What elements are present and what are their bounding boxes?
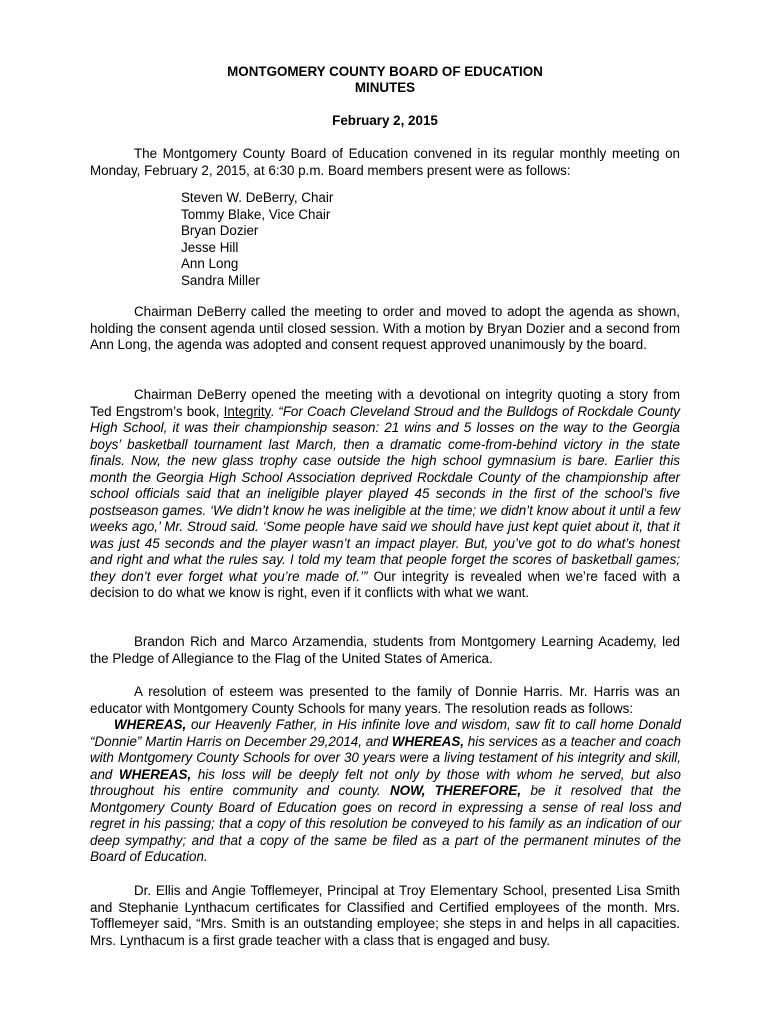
intro-paragraph: The Montgomery County Board of Education convened in its regular monthly meeting on Monday, February 2, 2015, at 6:30 p.m. Board members present were as follows: — [90, 146, 680, 178]
org-heading: MONTGOMERY COUNTY BOARD OF EDUCATION — [227, 64, 543, 79]
devotional-lead: Chairman DeBerry opened the meeting with a devotional on integrity quoting a story from Ted Engstrom’s book, — [90, 387, 680, 419]
whereas-1: WHEREAS, — [114, 717, 187, 732]
resolution-part-1: our Heavenly Father, in His infinite love and wisdom, saw fit to call home Donald “Donnie” Martin Harris on December 29,2014, and — [90, 717, 681, 749]
meeting-date: February 2, 2015 — [332, 113, 438, 128]
pledge-paragraph: Brandon Rich and Marco Arzamendia, students from Montgomery Learning Academy, led the Pledge of Allegiance to the Flag of the United States of America. — [90, 634, 680, 666]
member-item: Bryan Dozier — [181, 223, 259, 238]
whereas-3: WHEREAS, — [119, 766, 192, 782]
devotional-sep: . — [270, 403, 279, 419]
agenda-paragraph: Chairman DeBerry called the meeting to order and moved to adopt the agenda as shown, holding the consent agenda until closed session. With a motion by Bryan Dozier and a second from Ann Long, the agenda was adopted and consent request approved unanimously by the board. — [90, 304, 680, 352]
minutes-heading: MINUTES — [354, 80, 416, 95]
member-item: Jesse Hill — [181, 239, 239, 255]
whereas-2: WHEREAS, — [391, 733, 464, 749]
devotional-tail: Our integrity is revealed when we’re faced with a decision to do what we know is right, even if it conflicts with what we want. — [90, 568, 680, 600]
member-item: Sandra Miller — [181, 272, 260, 288]
resolution-part-4: be it resolved that the Montgomery County Board of Education goes on record in expressing a sense of real loss and regret in his passing; that a copy of this resolution be conveyed to his family as an indication of our deep sympathy; and that a copy of the same be filed as a part of the permanent minutes of the Board of Education. — [90, 783, 681, 864]
certificates-paragraph: Dr. Ellis and Angie Tofflemeyer, Principal at Troy Elementary School, presented Lisa Smith and Stephanie Lynthacum certificates for Classified and Certified employees of the month. Mrs. Tofflemeyer said, “Mrs. Smith is an outstanding employee; she steps in and helps in all capacities. Mrs. Lynthacum is a first grade teacher with a class that is engaged and busy. — [90, 883, 680, 948]
member-item: Steven W. DeBerry, Chair — [181, 190, 334, 205]
resolution-intro: A resolution of esteem was presented to the family of Donnie Harris. Mr. Harris was an educator with Montgomery County Schools for many years. The resolution reads as follows: — [90, 684, 680, 716]
devotional-quote: “For Coach Cleveland Stroud and the Bulldogs of Rockdale County High School, it was their championship season: 21 wins and 5 losses on the way to the Georgia boys’ basketball tournament last March, then a dramatic come-from-behind victory in the state finals. Now, the new glass trophy case outside the high school gymnasium is bare. Earlier this month the Georgia High School Association deprived Rockdale County of the championship after school officials said that an ineligible player played 45 seconds in the first of the school’s five postseason games. ‘We didn’t know he was ineligible at the time; we didn’t know about it until a few weeks ago,’ Mr. Stroud said. ‘Some people have said we should have just kept quiet about it, that it was just 45 seconds and the player wasn’t an impact player. But, you’ve got to do what’s honest and right and what the rules say. I told my team that people forget the scores of basketball games; they don’t ever forget what you’re made of.’” — [90, 403, 680, 584]
members-list — [181, 190, 333, 289]
resolution-part-2: his services as a teacher and coach with Montgomery County Schools for over 30 years were a living testament of his integrity and skill, and — [90, 733, 681, 782]
book-title: Integrity — [223, 403, 271, 419]
now-therefore: NOW, THEREFORE, — [389, 783, 522, 798]
resolution-text — [90, 717, 681, 866]
devotional-paragraph — [90, 387, 680, 602]
member-item: Ann Long — [181, 256, 239, 271]
resolution-part-3: his loss will be deeply felt not only by those with whom he served, but also throughout his entire community and county. — [90, 766, 681, 798]
member-item: Tommy Blake, Vice Chair — [181, 206, 331, 222]
